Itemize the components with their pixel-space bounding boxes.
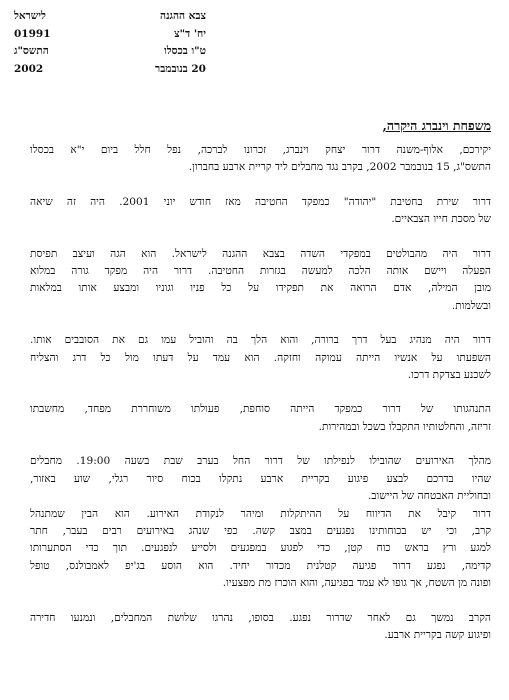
text-line: לשכנע בצדקת דרכו. (407, 369, 491, 382)
text-line: התשס"ג, 15 בנובמבר 2002, בקרב נגד מחבלים ליד קריית ארבע בחברון. (188, 161, 491, 174)
text-line: קדימה, נפגע דרור פגיעה קטלנית מכדור יחיד. הוא הוסע בג'יפ לאמבולנס, טופל (30, 559, 491, 572)
header-row (14, 61, 206, 79)
header-org-suffix: לישראל (14, 10, 46, 22)
header-row (14, 43, 206, 61)
text-line: דרור היה מהבולטים במפקדי השדה בצבא ההגנה לישראל. הוא הגה ועיצב תפיסת (30, 247, 491, 260)
header-unit-number: 01991 (14, 27, 51, 40)
text-line: השפעתו על אנשיו הייתה עמוקה וחזקה. הוא עמד על דעתו מול כל דרג והצליח (30, 351, 491, 364)
text-line: מובן המילה, אדם הרואה את תפקידו על כל פניו וגוניו ומבצע אותו במלאות (30, 282, 491, 295)
header-unit: יח' ד"צ (174, 27, 206, 40)
text-line: ופיגוע קשה בקריית ארבע. (384, 628, 491, 641)
text-line: למגע ורץ בראש כוח קטן, כדי לפגוע במפגעים ולסייע לנפגעים. תוך כדי הסתערותו (30, 542, 491, 555)
salutation: משפחת וינברג היקרה, (382, 118, 491, 133)
text-line: דרור היה מנהיג בעל דרך ברורה, והוא הלך בה והוביל עמו גם את הסובבים אותו. (30, 334, 491, 347)
text-line: של מסכת חייו הצבאיים. (391, 213, 491, 226)
text-line: מהלך האירועים שהובילו לנפילתו של דרור החל בערב שבת בשעה 19:00. מחבלים (30, 455, 491, 468)
paragraph (30, 401, 491, 436)
paragraph (30, 194, 491, 229)
paragraph (30, 610, 491, 645)
header-gregorian-year: 2002 (14, 62, 44, 75)
text-line: דרור שירת בחטיבת "יהודה" כמפקד החטיבה מאז חודש יוני 2001. היה זה שיאה (30, 195, 491, 208)
paragraph (30, 332, 491, 384)
text-line: ובחוליית האבטחה של היישוב. (368, 490, 491, 503)
text-line: ובשלמות. (451, 299, 491, 312)
text-line: שהיו בדרכם לבצע פיגוע בקריית ארבע נתקלו בכוח סיור רגלי, שוע באזור, (30, 472, 491, 485)
text-line: דרור קיבל את הדיווח על ההיתקלות ומיהר לנקודת האירוע. הוא הבין שמתנהל (30, 507, 491, 520)
header-hebrew-year: התשס"ג (14, 45, 49, 57)
header-gregorian-date: 20 בנובמבר (155, 62, 206, 75)
header-row (14, 26, 206, 44)
text-line: יקירכם, אלוף-משנה דרור יצחק וינברג, זכרונו לברכה, נפל חלל ביום י"א בכסלו (30, 144, 491, 156)
text-line: קרב, וכי יש בכוחותינו נפגעים במצב קשה. כפי שנהג באירועים רבים בעבר, חתר (30, 524, 491, 537)
text-line: זריזה, והחלטותיו התקבלו בשכל ובמהירות. (318, 420, 491, 433)
paragraph (30, 453, 491, 592)
letter-header (14, 8, 206, 78)
header-org: צבא ההגנה (160, 10, 206, 22)
header-row (14, 8, 206, 26)
text-line: הקרב נמשך גם לאחר שדרור נפגע. בסופו, נהרגו שלושת המחבלים, ונמנעו חדירה (30, 611, 491, 624)
header-hebrew-date: ט"ו בכסלו (164, 45, 206, 57)
text-line: התנהגותו של דרור כמפקד הייתה סוחפת, פעולתו משוחררת מפחד, מחשבתו (30, 403, 491, 416)
paragraph (30, 246, 491, 316)
paragraph (30, 142, 491, 177)
letter-body (30, 142, 491, 644)
text-line: הפעלה ויישם אותה הלכה למעשה בגזרות החטיבה. דרור היה מפקד גורה במלוא (30, 265, 491, 278)
text-line: ופונה מן השטח, אך גופו לא עמד בפגיעה, והוא הוכרז מת מפצעיו. (222, 577, 491, 590)
